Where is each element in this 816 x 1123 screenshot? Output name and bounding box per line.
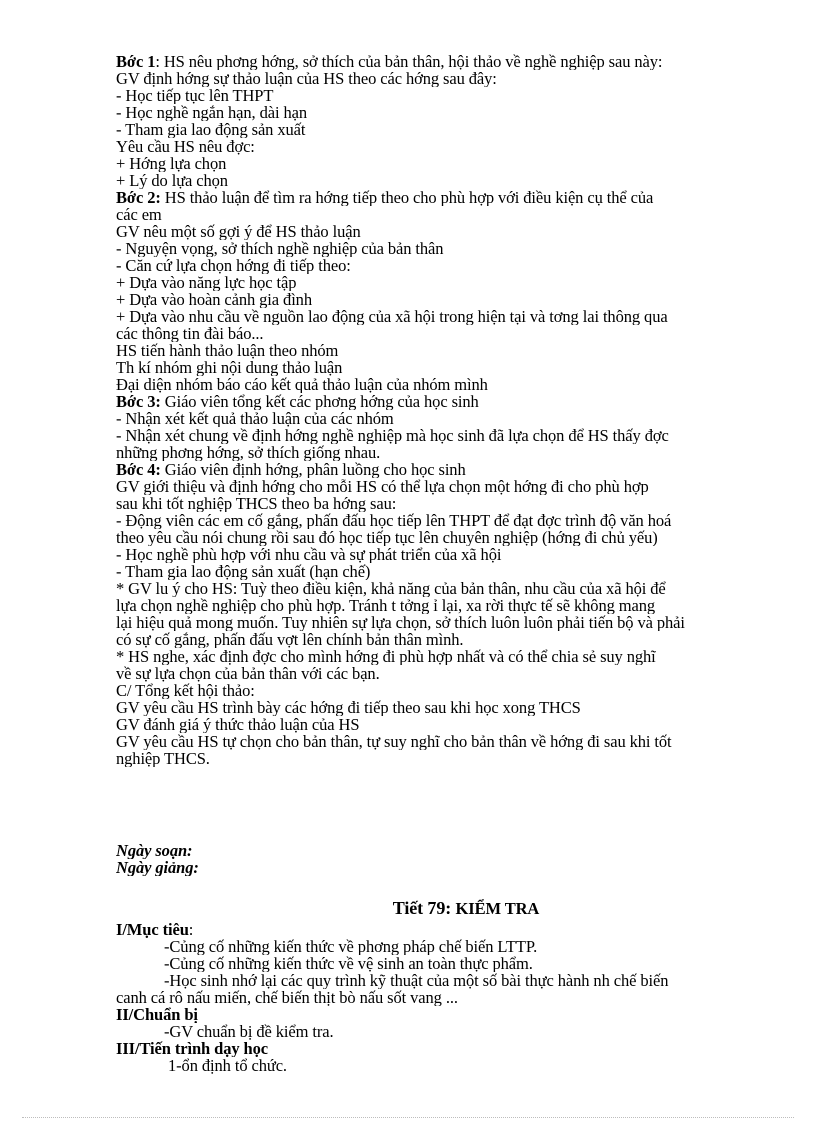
text-line: về sự lựa chọn của bản thân với các bạn. [116,665,380,682]
text-line: có sự cố gắng, phấn đấu vợt lên chính bản thân mình. [116,631,464,648]
step-3-line [116,393,796,410]
text-line: GV yêu cầu HS tự chọn cho bản thân, tự suy nghĩ cho bản thân về hớng đi sau khi tốt [116,733,672,750]
text-line: những phơng hớng, sở thích giống nhau. [116,444,381,461]
text-line: HS tiến hành thảo luận theo nhóm [116,342,339,359]
procedure-item: 1-ổn định tổ chức. [168,1057,287,1074]
text-line: + Lý do lựa chọn [116,172,228,189]
text-line: Đại diện nhóm báo cáo kết quả thảo luận của nhóm mình [116,376,488,393]
preparation-item: -GV chuẩn bị đề kiểm tra. [164,1023,334,1040]
step-1-label: Bớc 1 [116,53,156,70]
step-1-text: : HS nêu phơng hớng, sở thích của bản thân, hội thảo về nghề nghiệp sau này: [155,53,663,70]
date-taught: Ngày giảng: [116,859,199,876]
text-line: sau khi tốt nghiệp THCS theo ba hớng sau: [116,495,397,512]
text-line: * GV lu ý cho HS: Tuỳ theo điều kiện, khả năng của bản thân, nhu cầu của xã hội để [116,580,666,597]
step-2-line [116,189,796,206]
text-line: - Học tiếp tục lên THPT [116,87,274,104]
text-line: GV định hớng sự thảo luận của HS theo các hớng sau đây: [116,70,497,87]
text-line: * HS nghe, xác định đợc cho mình hớng đi phù hợp nhất và có thể chia sẻ suy nghĩ [116,648,656,665]
text-line: nghiệp THCS. [116,750,210,767]
text-line: lựa chọn nghề nghiệp cho phù hợp. Tránh t tởng ỉ lại, xa rời thực tế sẽ không mang [116,597,656,614]
text-line: - Nguyện vọng, sở thích nghề nghiệp của bản thân [116,240,444,257]
lesson-title-prefix: Tiết 79: [392,898,456,918]
section-objectives [116,921,796,938]
step-2-text: HS thảo luận để tìm ra hớng tiếp theo cho phù hợp với điều kiện cụ thể của [160,189,654,206]
text-line: + Dựa vào hoàn cảnh gia đình [116,291,312,308]
text-line: - Tham gia lao động sản xuất (hạn chế) [116,563,371,580]
step-4-label: Bớc 4: [116,461,161,478]
section-procedure: III/Tiến trình dạy học [116,1040,268,1057]
text-line: - Nhận xét kết quả thảo luận của các nhóm [116,410,394,427]
text-line: - Học nghề ngắn hạn, dài hạn [116,104,308,121]
step-4-text: Giáo viên định hớng, phân luồng cho học sinh [160,461,466,478]
text-line: GV đánh giá ý thức thảo luận của HS [116,716,360,733]
text-line: + Dựa vào năng lực học tập [116,274,297,291]
step-2-label: Bớc 2: [116,189,161,206]
document-page [116,53,796,1074]
text-line: + Dựa vào nhu cầu về nguồn lao động của xã hội trong hiện tại và tơng lai thông qua [116,308,668,325]
text-line: GV nêu một số gợi ý để HS thảo luận [116,223,361,240]
lesson-title-main: KIỂM TRA [455,899,540,918]
text-line: - Động viên các em cố gắng, phấn đấu học tiếp lên THPT để đạt đợc trình độ văn hoá [116,512,672,529]
objective-item-cont: canh cá rô nấu miến, chế biến thịt bò nấu sốt vang ... [116,989,458,1006]
section-objectives-colon: : [188,921,194,938]
lesson-title [116,898,796,919]
step-1-line [116,53,796,70]
text-line: C/ Tổng kết hội thảo: [116,682,255,699]
text-line: - Nhận xét chung về định hớng nghề nghiệp mà học sinh đã lựa chọn để HS thấy đợc [116,427,669,444]
text-line: các thông tin đài báo... [116,325,264,342]
text-line: theo yêu cầu nói chung rồi sau đó học tiếp tục lên chuyên nghiệp (hớng đi chủ yếu) [116,529,658,546]
spacer [116,767,796,842]
text-line: Yêu cầu HS nêu đợc: [116,138,255,155]
step-3-label: Bớc 3: [116,393,161,410]
section-preparation: II/Chuẩn bị [116,1006,198,1023]
text-line: + Hớng lựa chọn [116,155,227,172]
text-line: Th kí nhóm ghi nội dung thảo luận [116,359,343,376]
text-line: các em [116,206,162,223]
objective-item: -Củng cố những kiến thức về phơng pháp chế biến LTTP. [164,938,538,955]
date-prepared: Ngày soạn: [116,842,193,859]
text-line: - Học nghề phù hợp với nhu cầu và sự phát triển của xã hội [116,546,502,563]
text-line: GV giới thiệu và định hớng cho mỗi HS có thể lựa chọn một hớng đi cho phù hợp [116,478,649,495]
objective-item: -Học sinh nhớ lại các quy trình kỹ thuật của một số bài thực hành nh chế biến [164,972,669,989]
text-line: lại hiệu quả mong muốn. Tuy nhiên sự lựa chọn, sở thích luôn luôn phải tiến bộ và phải [116,614,685,631]
step-4-line [116,461,796,478]
objective-item: -Củng cố những kiến thức về vệ sinh an toàn thực phẩm. [164,955,533,972]
text-line: - Tham gia lao động sản xuất [116,121,306,138]
page-bottom-rule [22,1117,794,1118]
section-objectives-label: I/Mục tiêu [116,921,189,938]
text-line: - Căn cứ lựa chọn hớng đi tiếp theo: [116,257,351,274]
step-3-text: Giáo viên tổng kết các phơng hớng của học sinh [160,393,479,410]
text-line: GV yêu cầu HS trình bày các hớng đi tiếp theo sau khi học xong THCS [116,699,581,716]
